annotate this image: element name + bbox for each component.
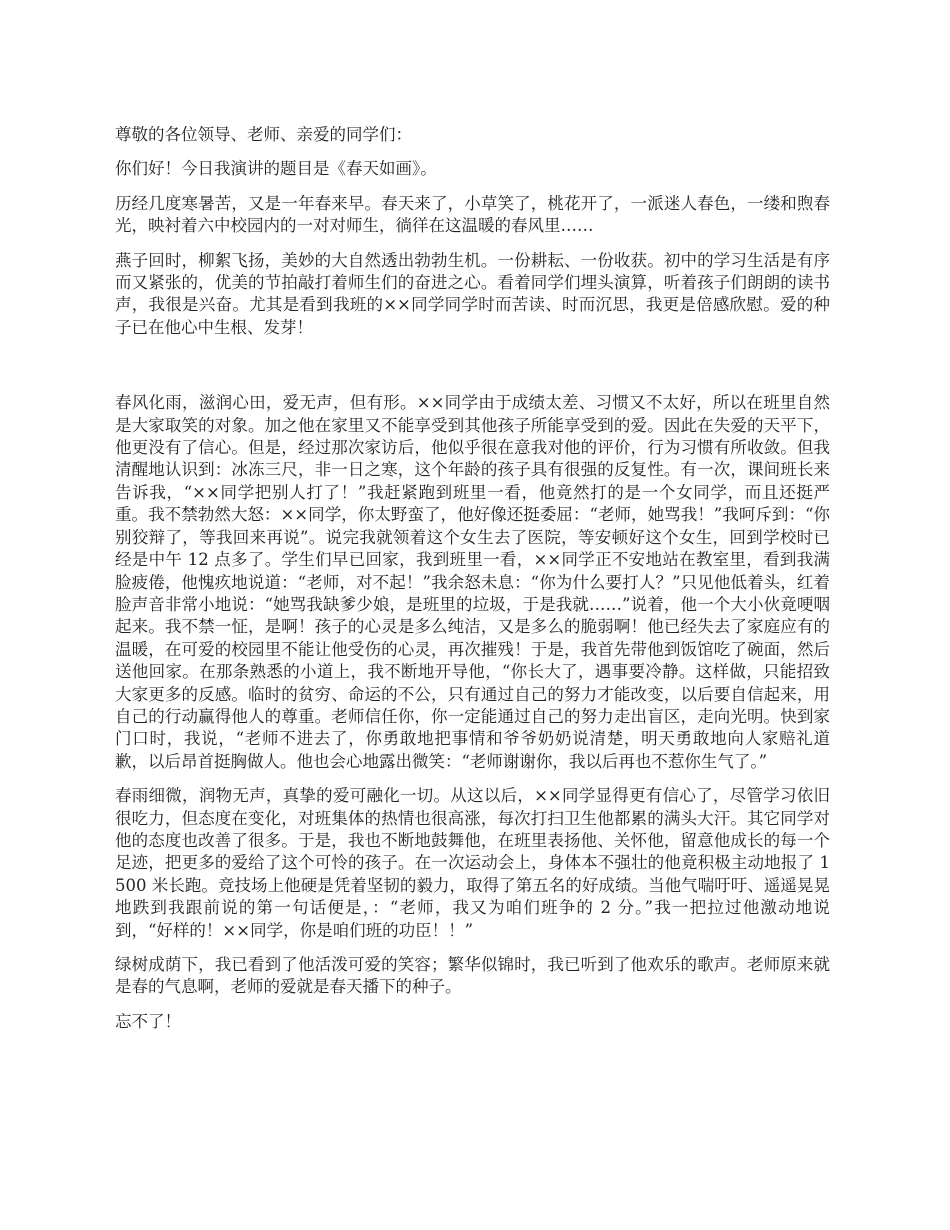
spring-breeze-paragraph: 春风化雨，滋润心田，爱无声，但有形。××同学由于成绩太差、习惯又不太好，所以在班里自然是大家取笑的对象。加之他在家里又不能享受到其他孩子所能享受到的爱。因此在失爱的天平下，他更没有了信心。但是，经过那次家访后，他似乎很在意我对他的评价，行为习惯有所收敛。但我清醒地认识到：冰冻三尺，非一日之寒，这个年龄的孩子具有很强的反复性。有一次，课间班长来告诉我，“××同学把别人打了！”我赶紧跑到班里一看，他竟然打的是一个女同学，而且还挺严重。我不禁勃然大怒：××同学，你太野蛮了，他好像还挺委屈：“老师，她骂我！”我呵斥到：“你别狡辩了，等我回来再说”。说完我就领着这个女生去了医院，等安顿好这个女生，回到学校时已经是中午 12 点多了。学生们早已回家，我到班里一看，××同学正不安地站在教室里，看到我满脸疲倦，他愧疚地说道：“老师，对不起！”我余怒未息：“你为什么要打人？”只见他低着头，红着脸声音非常小地说：“她骂我缺爹少娘，是班里的垃圾，于是我就……”说着，他一个大小伙竟哽咽起来。我不禁一怔，是啊！孩子的心灵是多么纯洁，又是多么的脆弱啊！他已经失去了家庭应有的温暖，在可爱的校园里不能让他受伤的心灵，再次摧残！于是，我首先带他到饭馆吃了碗面，然后送他回家。在那条熟悉的小道上，我不断地开导他，“你长大了，遇事要冷静。这样做，只能招致大家更多的反感。临时的贫穷、命运的不公，只有通过自己的努力才能改变，以后要自信起来，用自己的行动赢得他人的尊重。老师信任你，你一定能通过自己的努力走出盲区，走向光明。快到家门口时，我说，“老师不进去了，你勇敢地把事情和爷爷奶奶说清楚，明天勇敢地向人家赔礼道歉，以后昂首挺胸做人。他也会心地露出微笑：“老师谢谢你，我以后再也不惹你生气了。” — [115, 393, 830, 771]
closing-paragraph: 忘不了！ — [115, 1011, 181, 1031]
spring-intro-paragraph: 历经几度寒暑苦，又是一年春来早。春天来了，小草笑了，桃花开了，一派迷人春色，一缕和煦春光，映衬着六中校园内的一对对师生，徜徉在这温暖的春风里…… — [115, 193, 830, 236]
spring-rain-paragraph: 春雨细微，润物无声，真挚的爱可融化一切。从这以后，××同学显得更有信心了，尽管学习依旧很吃力，但态度在变化，对班集体的热情也很高涨，每次打扫卫生他都累的满头大汗。其它同学对他的态度也改善了很多。于是，我也不断地鼓舞他，在班里表扬他、关怀他，留意他成长的每一个足迹，把更多的爱给了这个可怜的孩子。在一次运动会上，身体本不强壮的他竟积极主动地报了 1500 米长跑。竞技场上他硬是凭着坚韧的毅力，取得了第五名的好成绩。当他气喘吁吁、遥遥晃晃地跌到我跟前说的第一句话便是，：“老师，我又为咱们班争的 2 分。”我一把拉过他激动地说到，“好样的！××同学，你是咱们班的功臣！！” — [115, 786, 830, 940]
green-trees-paragraph: 绿树成荫下，我已看到了他活泼可爱的笑容；繁华似锦时，我已听到了他欢乐的歌声。老师原来就是春的气息啊，老师的爱就是春天播下的种子。 — [115, 955, 830, 997]
swallow-paragraph: 燕子回时，柳絮飞扬，美妙的大自然透出勃勃生机。一份耕耘、一份收获。初中的学习生活是有序而又紧张的，优美的节拍敲打着师生们的奋进之心。看着同学们埋头演算，听着孩子们朗朗的读书声，我很是兴奋。尤其是看到我班的××同学同学时而苦读、时而沉思，我更是倍感欣慰。爱的种子已在他心中生根、发芽！ — [115, 250, 830, 337]
greeting-paragraph: 你们好！今日我演讲的题目是《春天如画》。 — [115, 159, 437, 179]
salutation: 尊敬的各位领导、老师、亲爱的同学们： — [115, 125, 412, 144]
